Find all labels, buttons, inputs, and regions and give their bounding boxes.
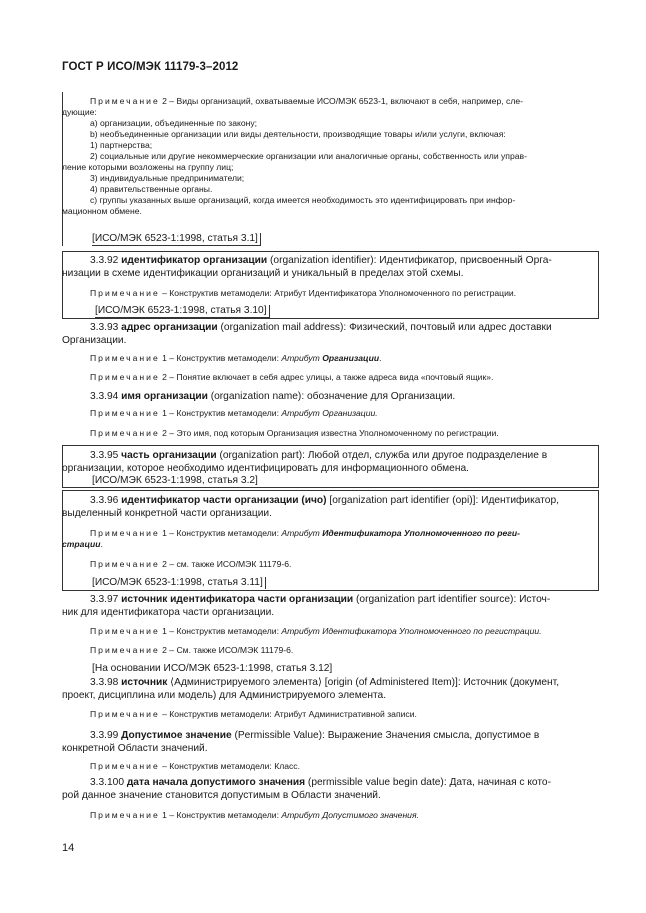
source-reference: [На основании ИСО/МЭК 6523-1:1998, статья 3.12]	[92, 663, 333, 674]
note-3-3-100-1: Примечание 1 – Конструктив метамодели: Атрибут Допустимого значения.	[90, 810, 419, 820]
page-number: 14	[62, 842, 75, 854]
list-item: ление которыми возложены на группу лиц;	[62, 162, 234, 172]
list-item: мационном обмене.	[62, 206, 142, 216]
term: часть организации	[121, 450, 217, 461]
term: идентификатор части организации (ичо)	[121, 495, 327, 506]
term: имя организации	[121, 391, 208, 402]
list-item: 4) правительственные органы.	[90, 184, 213, 194]
source-reference: [ИСО/МЭК 6523-1:1998, статья 3.10]	[95, 305, 270, 318]
definition-3-3-100: 3.3.100 дата начала допустимого значения (permissible value begin date): Дата, начиная с кото- рой данное значение становится допустимым в Области значений.	[62, 777, 551, 801]
list-item: 3) индивидуальные предприниматели;	[90, 173, 245, 183]
definition-3-3-98: 3.3.98 источник ⟨Администрируемого элемента⟩ [origin (of Administered Item)]: Источник (документ, проект, дисциплина или модель) для Администрируемого элемента.	[62, 677, 560, 701]
document-header: ГОСТ Р ИСО/МЭК 11179-3–2012	[62, 61, 239, 73]
note-line: дующие:	[62, 107, 97, 117]
definition-3-3-93: 3.3.93 адрес организации (organization mail address): Физический, почтовый или адрес доставки Организации.	[62, 322, 552, 346]
note-line: Примечание 2 – Виды организаций, охватываемые ИСО/МЭК 6523-1, включают в себя, например, сле-	[90, 96, 523, 106]
definition-3-3-92: 3.3.92 идентификатор организации (organization identifier): Идентификатор, присвоенный Орга- низации в схеме идентификации организаций и уникальный в пределах этой схемы.	[62, 255, 552, 279]
note-3-3-96-2: Примечание 2 – см. также ИСО/МЭК 11179-6.	[90, 559, 292, 569]
term: источник	[121, 677, 168, 688]
note-3-3-97-1: Примечание 1 – Конструктив метамодели: Атрибут Идентификатора Уполномоченного по регистрации.	[90, 626, 542, 636]
note-3-3-93-2: Примечание 2 – Понятие включает в себя адрес улицы, а также адреса вида «почтовый ящик».	[90, 372, 494, 382]
term: Допустимое значение	[121, 730, 232, 741]
source-reference: [ИСО/МЭК 6523-1:1998, статья 3.1]	[92, 233, 261, 246]
definition-3-3-96: 3.3.96 идентификатор части организации (ичо) [organization part identifier (opi)]: Идентификатор, выделенный конкретной части организации.	[62, 495, 559, 519]
note-3-3-97-2: Примечание 2 – См. также ИСО/МЭК 11179-6.	[90, 645, 294, 655]
definition-3-3-94: 3.3.94 имя организации (organization name): обозначение для Организации.	[90, 391, 456, 402]
definition-3-3-99: 3.3.99 Допустимое значение (Permissible Value): Выражение Значения смысла, допустимое в конкретной Области значений.	[62, 730, 540, 754]
list-item: 1) партнерства;	[90, 140, 153, 150]
term: дата начала допустимого значения	[126, 777, 306, 788]
source-reference: [ИСО/МЭК 6523-1:1998, статья 3.11]	[92, 577, 266, 589]
note-3-3-99: Примечание – Конструктив метамодели: Класс.	[90, 761, 300, 771]
note-3-3-96-1: Примечание 1 – Конструктив метамодели: Атрибут Идентификатора Уполномоченного по реги- страции.	[62, 528, 520, 549]
note-3-3-94-2: Примечание 2 – Это имя, под которым Организация известна Уполномоченному по регистрации.	[90, 428, 499, 438]
term: адрес организации	[121, 322, 218, 333]
list-item: с) группы указанных выше организаций, когда имеется необходимость это идентифицировать при инфор-	[90, 195, 516, 205]
definition-3-3-95: 3.3.95 часть организации (organization part): Любой отдел, служба или другое подразделение в организации, которое необходимо идентифицировать для информационного обмена.	[62, 450, 548, 474]
note-list-block	[62, 96, 599, 217]
list-item: а) организации, объединенные по закону;	[90, 118, 258, 128]
list-item: 2) социальные или другие некоммерческие организации или аналогичные органы, собственность или управ-	[90, 151, 527, 161]
note-label: Примечание	[90, 96, 160, 106]
source-reference: [ИСО/МЭК 6523-1:1998, статья 3.2]	[92, 475, 258, 486]
note-3-3-94-1: Примечание 1 – Конструктив метамодели: Атрибут Организации.	[90, 408, 378, 418]
note-3-3-98: Примечание – Конструктив метамодели: Атрибут Административной записи.	[90, 709, 417, 719]
term: источник идентификатора части организации	[121, 594, 354, 605]
note-3-3-93-1: Примечание 1 – Конструктив метамодели: Атрибут Организации.	[90, 353, 382, 363]
note-3-3-92: Примечание – Конструктив метамодели: Атрибут Идентификатора Уполномоченного по регистрации.	[90, 288, 517, 298]
term: идентификатор организации	[121, 255, 268, 266]
list-item: b) необъединенные организации или виды деятельности, производящие товары и/или услуги, включая:	[90, 129, 506, 139]
definition-3-3-97: 3.3.97 источник идентификатора части организации (organization part identifier source): Источ- ник для идентификатора части организации.	[62, 594, 551, 618]
